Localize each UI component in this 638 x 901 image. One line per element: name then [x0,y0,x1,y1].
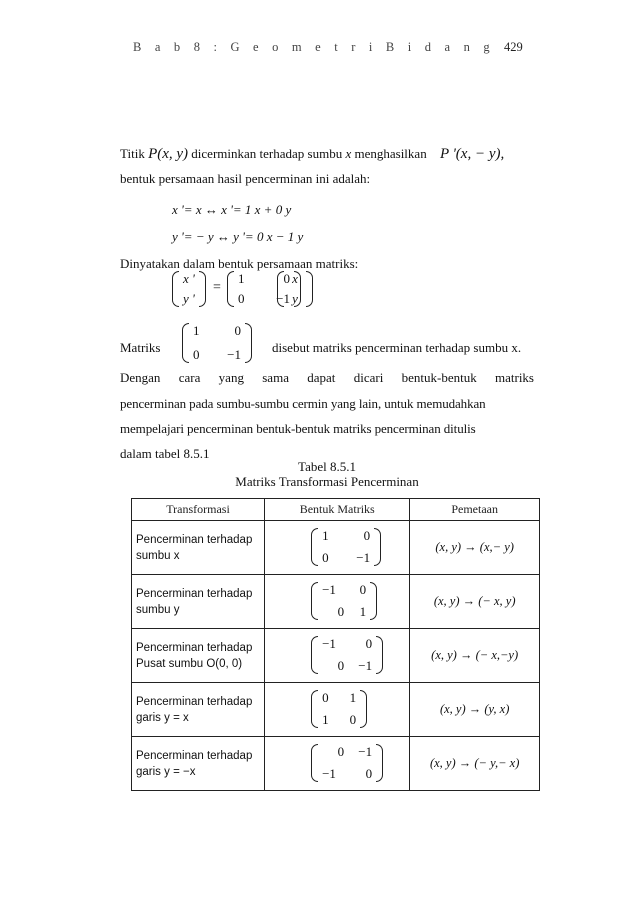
paragraph-row-4: dalam tabel 8.5.1 [120,446,210,461]
pemetaan-cell: (x, y) → (x,− y) [410,521,540,575]
matrix-cell: −1 [322,636,336,651]
matrix-cell: −1 [356,550,371,565]
word: cara [178,370,201,385]
matrix-cell: 0 [365,766,373,781]
word: bentuk-bentuk [401,370,477,385]
word: dicari [353,370,384,385]
matrix-rhs [277,271,313,307]
intro-line-1 [120,146,504,163]
intro-text-a: Titik [120,146,149,161]
chapter-header: B a b 8 : G e o m e t r i B i d a n g [133,40,495,54]
header-pemetaan: Pemetaan [410,499,540,521]
page-number: 429 [504,40,523,54]
pemetaan-cell: (x, y) → (− x, y) [410,575,540,629]
transformasi-line-2: garis y = −x [136,765,196,778]
paragraph-row-1 [120,370,534,386]
matrix-cell: 0 [322,690,329,705]
transformasi-cell [132,748,264,780]
word: matriks [495,370,534,385]
matrix-cell: −1 [358,744,373,759]
paragraph-row-2: pencerminan pada sumbu-sumbu cermin yang lain, untuk memudahkan [120,396,486,411]
pemetaan-cell: (x, y) → (y, x) [410,683,540,737]
transformation-table [131,498,540,791]
matrix-cell: 1 [359,604,367,619]
matrix-cell: x ' [183,271,195,286]
transformasi-line-1: Pencerminan terhadap [136,533,253,546]
intro-line-2: bentuk persamaan hasil pencerminan ini adalah: [120,171,371,186]
matrix-cell: 1 [238,271,245,286]
table-row [132,737,540,791]
intro-line-3: Dinyatakan dalam bentuk persamaan matriks: [120,256,359,271]
matrix-lhs [172,271,206,307]
word: dapat [307,370,336,385]
matrix-cell: 1 [322,528,329,543]
matrix-cell: 1 [322,712,329,727]
matriks-suffix: disebut matriks pencerminan terhadap sumbu x. [272,340,522,355]
pemetaan-cell: (x, y) → (− x,−y) [410,629,540,683]
matrix-cell: 0 [283,271,290,286]
matrix-cell: x [292,271,298,286]
equation-1: x '= x ↔ x '= 1 x + 0 y [172,202,292,217]
point-p: P(x, y) [148,146,189,162]
matrix-cell: y [292,291,298,306]
matrix-cell-group [311,636,383,674]
matrix-pencerminan-x [182,323,252,363]
axis-x: x [345,146,352,161]
table-row [132,683,540,737]
equals-sign: = [213,280,221,295]
table-header-row [132,499,540,521]
matrix-cell: 1 [349,690,357,705]
transformasi-line-1: Pencerminan terhadap [136,641,253,654]
matrix-cell: 0 [363,528,371,543]
paragraph-row-3: mempelajari pencerminan bentuk-bentuk matriks pencerminan ditulis [120,421,476,436]
table-row [132,629,540,683]
transformasi-cell [132,694,264,726]
matrix-cell: 0 [349,712,357,727]
header-bentuk-matriks: Bentuk Matriks [265,499,410,521]
word: yang [218,370,244,385]
matrix-cell: 0 [359,582,367,597]
matrix-cell-group [311,744,383,782]
transformasi-cell [132,532,264,564]
matrix-cell-group [311,690,367,728]
transformasi-line-2: garis y = x [136,711,189,724]
point-p-prime: P '(x, − y), [439,146,505,162]
transformasi-line-1: Pencerminan terhadap [136,749,253,762]
transformasi-cell [132,640,264,672]
matrix-cell: 0 [365,636,373,651]
matrix-cell: 0 [337,744,345,759]
matrix-cell: 0 [193,347,200,362]
matrix-cell: 1 [193,323,200,338]
matrix-cell: 0 [238,291,245,306]
transformasi-line-2: sumbu x [136,549,180,562]
transformasi-cell [132,586,264,618]
matrix-cell: 0 [337,658,345,673]
transformasi-line-1: Pencerminan terhadap [136,587,253,600]
equation-2: y '= − y ↔ y '= 0 x − 1 y [172,229,304,244]
intro-text-c: dicerminkan terhadap sumbu [188,146,346,161]
matrix-cell-group [311,582,377,620]
word: Dengan [120,370,161,385]
matrix-cell: −1 [227,347,241,362]
matrix-cell-group [311,528,381,566]
transformasi-line-1: Pencerminan terhadap [136,695,253,708]
matrix-cell: 0 [234,323,241,338]
pemetaan-cell: (x, y) → (− y,− x) [410,737,540,791]
header-transformasi: Transformasi [132,499,265,521]
matrix-cell: 0 [337,604,345,619]
matriks-prefix: Matriks [120,340,161,355]
matrix-cell: −1 [276,291,290,306]
matrix-cell: −1 [322,582,336,597]
transformasi-line-2: sumbu y [136,603,180,616]
matrix-cell: −1 [358,658,373,673]
matrix-cell: −1 [322,766,336,781]
matrix-cell: y ' [183,291,195,306]
table-row [132,521,540,575]
table-row [132,575,540,629]
table-subtitle: Matriks Transformasi Pencerminan [235,474,419,489]
intro-text-e: menghasilkan [351,146,430,161]
transformasi-line-2: Pusat sumbu O(0, 0) [136,657,243,670]
word: sama [262,370,289,385]
table-title: Tabel 8.5.1 [298,459,356,474]
matrix-cell: 0 [322,550,329,565]
